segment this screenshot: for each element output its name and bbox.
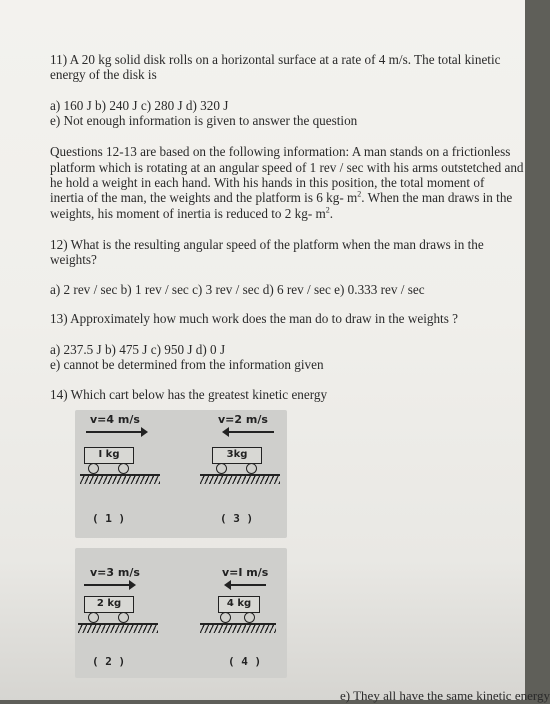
cart4-ground-hatch (200, 625, 276, 633)
cart1-box (84, 447, 134, 464)
q11-choice-e: e) Not enough information is given to answer the question (50, 113, 358, 128)
intro-line4 (50, 190, 512, 206)
intro-line4-a: inertia of the man, the weights and the platform is 6 kg- m (50, 190, 358, 205)
q12-line1: 12) What is the resulting angular speed of the platform when the man draws in the (50, 237, 484, 252)
q11-choices: a) 160 J b) 240 J c) 280 J d) 320 J (50, 98, 229, 113)
cart3-wheel-left-icon (216, 463, 227, 474)
cart4-box (218, 596, 260, 613)
intro-line1: Questions 12-13 are based on the following information: A man stands on a frictionless (50, 144, 511, 159)
cart2-velocity: v=3 m/s (90, 566, 140, 579)
cart2-ground-hatch (78, 625, 158, 633)
cart1-arrow-right-icon (86, 431, 146, 433)
intro-line5 (50, 206, 333, 222)
cart3-box (212, 447, 262, 464)
cart3-wheel-right-icon (246, 463, 257, 474)
cart4-number: ( 4 ) (228, 655, 262, 668)
cart2-arrow-right-icon (84, 584, 134, 586)
cart3-number: ( 3 ) (220, 512, 254, 525)
cart1-velocity: v=4 m/s (90, 413, 140, 426)
cart1-number: ( 1 ) (92, 512, 126, 525)
intro-sup-2: 2 (325, 205, 330, 215)
intro-sup-1: 2 (357, 189, 362, 199)
cart3-velocity: v=2 m/s (218, 413, 268, 426)
cart2-wheel-right-icon (118, 612, 129, 623)
cart3-arrow-left-icon (224, 431, 274, 433)
cart3-ground-hatch (200, 476, 280, 484)
q11-line2: energy of the disk is (50, 67, 157, 82)
q13-choices: a) 237.5 J b) 475 J c) 950 J d) 0 J (50, 342, 226, 357)
cart4-wheel-right-icon (244, 612, 255, 623)
q13-choice-e: e) cannot be determined from the information given (50, 357, 324, 372)
cart2-mass-label: 2 kg (96, 598, 122, 609)
cart2-number: ( 2 ) (92, 655, 126, 668)
intro-line5-b: . (329, 206, 334, 221)
q13-line1: 13) Approximately how much work does the man do to draw in the weights ? (50, 311, 459, 326)
cart4-wheel-left-icon (220, 612, 231, 623)
cart4-arrow-left-icon (226, 584, 266, 586)
q11-line1: 11) A 20 kg solid disk rolls on a horizontal surface at a rate of 4 m/s. The total kinetic (50, 52, 501, 67)
intro-line3: he hold a weight in each hand. With his hands in this position, the total moment of (50, 175, 485, 190)
cart2-box (84, 596, 134, 613)
cart1-wheel-left-icon (88, 463, 99, 474)
intro-line4-b: . When the man draws in the (361, 190, 513, 205)
bottom-choice-e: e) They all have the same kinetic energy (340, 688, 550, 703)
cart1-ground-hatch (80, 476, 160, 484)
cart1-mass-label: I kg (98, 449, 120, 460)
cart1-wheel-right-icon (118, 463, 129, 474)
cart4-mass-label: 4 kg (226, 598, 252, 609)
intro-line5-a: weights, his moment of inertia is reduced to 2 kg- m (50, 206, 326, 221)
cart4-velocity: v=I m/s (222, 566, 269, 579)
intro-line2: platform which is rotating at an angular speed of 1 rev / sec with his arms outstetched and (50, 160, 524, 175)
q12-line2: weights? (50, 252, 97, 267)
q12-choices: a) 2 rev / sec b) 1 rev / sec c) 3 rev / sec d) 6 rev / sec e) 0.333 rev / sec (50, 282, 425, 297)
q14-line1: 14) Which cart below has the greatest kinetic energy (50, 387, 328, 402)
cart3-mass-label: 3kg (226, 449, 248, 460)
cart2-wheel-left-icon (88, 612, 99, 623)
